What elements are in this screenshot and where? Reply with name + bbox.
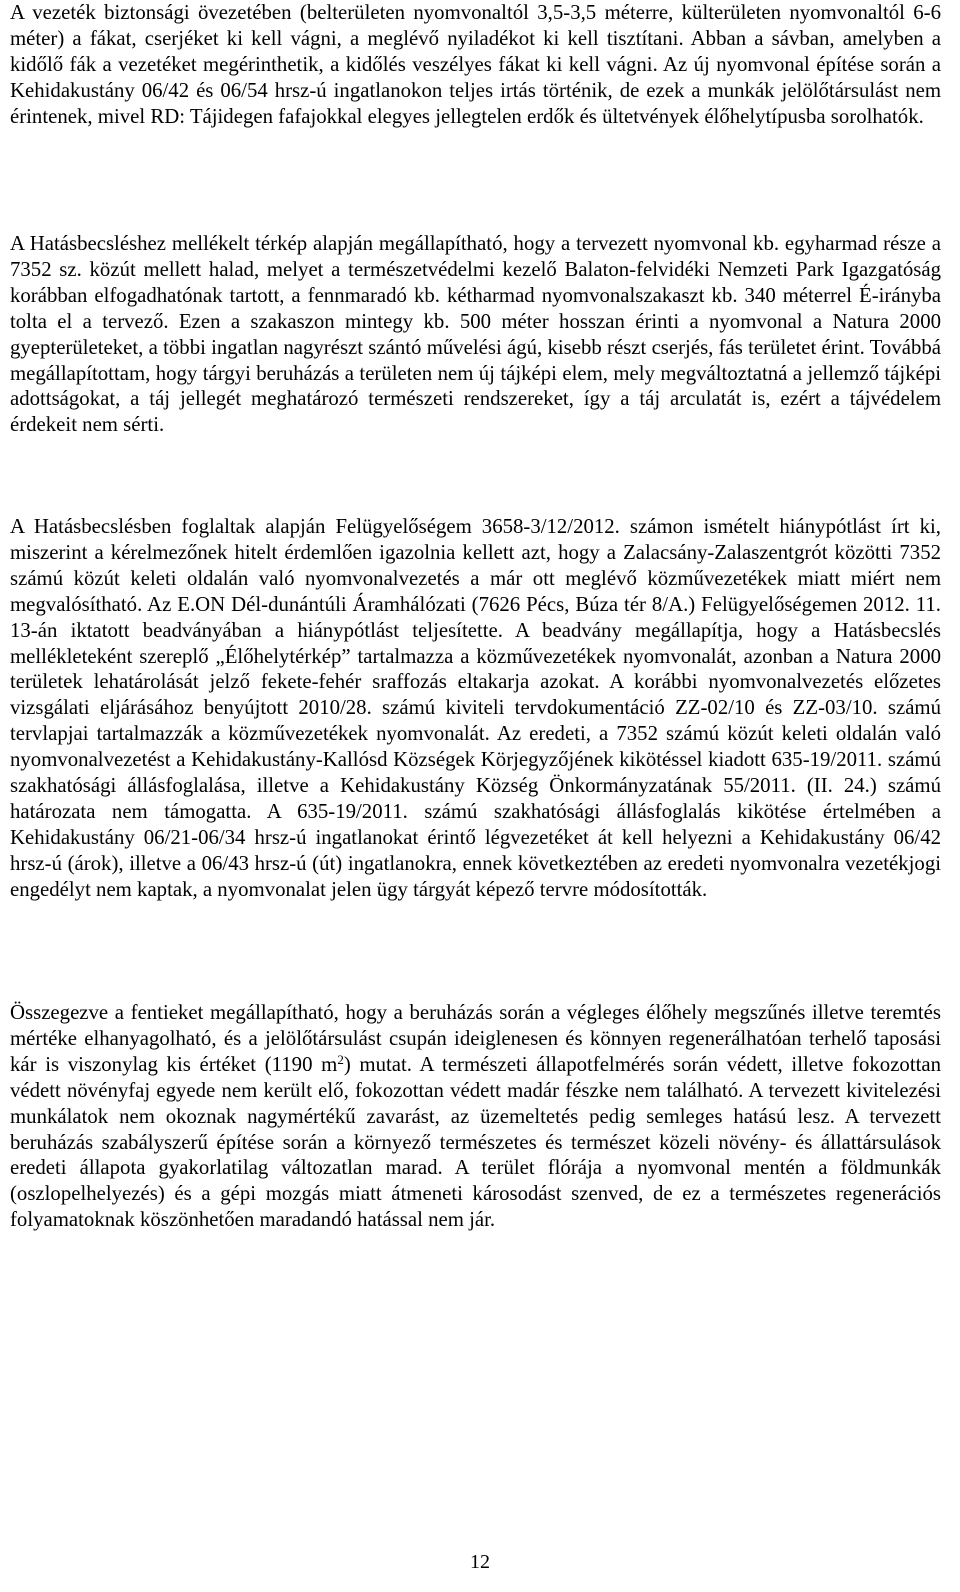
paragraph-tree-clearing: A vezeték biztonsági övezetében (belterületen nyomvonaltól 3,5-3,5 méterre, külterületen nyomvonaltól 6-6 méter) a fákat, cserjéket ki kell vágni, a meglévő nyiladékot ki kell tisztítani. Abban a sávban, amelyben a kidőlő fák a vezetéket megérinthetik, a kidőlés veszélyes fákat ki kell vágni. Az új nyomvonal építése során a Kehidakustány 06/42 és 06/54 hrsz-ú ingatlanokon teljes irtás történik, de ezek a munkák jelölőtársulást nem érintenek, mivel RD: Tájidegen fafajokkal elegyes jellegtelen erdők és ültetvények élőhelytípusba sorolhatók. [10,1,941,128]
paragraph-summary [10,1000,941,1233]
paragraph-route-assessment: A Hatásbecsléshez mellékelt térkép alapján megállapítható, hogy a tervezett nyomvonal kb. egyharmad része a 7352 sz. közút mellett halad, melyet a természetvédelmi kezelő Balaton-felvidéki Nemzeti Park Igazgatóság korábban elfogadhatónak tartott, a fennmaradó kb. kétharmad nyomvonalszakaszt kb. 340 méterrel É-irányba tolta el a tervező. Ezen a szakaszon mintegy kb. 500 méter hosszan érinti a nyomvonal a Natura 2000 gyepterületeket, a többi ingatlan nagyrészt szántó művelési ágú, kisebb részt cserjés, fás területet érint. Továbbá megállapítottam, hogy tárgyi beruházás a területen nem új tájképi elem, mely megváltoztatná a jellemző tájképi adottságokat, a táj jellegét meghatározó természeti rendszereket, így a táj arculatát is, ezért a tájvédelem érdekeit nem sérti. [10,232,941,437]
page-number: 12 [470,1551,490,1573]
square-meter-exponent: 2 [337,1051,344,1067]
summary-text-before: Összegezve a fentieket megállapítható, hogy a beruházás során a végleges élőhely megszűnés illetve teremtés mértéke elhanyagolható, és a jelölőtársulást csupán ideiglenesen és könnyen regenerálhatóan terhelő taposási kár is viszonylag kis értéket (1190 m [10,1001,941,1076]
paragraph-deficiency-notice: A Hatásbecslésben foglaltak alapján Felügyelőségem 3658-3/12/2012. számon ismételt hiánypótlást írt ki, miszerint a kérelmezőnek hitelt érdemlően igazolnia kellett azt, hogy a Zalacsány-Zalaszentgrót közötti 7352 számú közút keleti oldalán való nyomvonalvezetés a már ott meglévő közművezetékek miatt miért nem megvalósítható. Az E.ON Dél-dunántúli Áramhálózati (7626 Pécs, Búza tér 8/A.) Felügyelőségemen 2012. 11. 13-án iktatott beadványában a hiánypótlást teljesítette. A beadvány megállapítja, hogy a Hatásbecslés mellékleteként szereplő „Élőhelytérkép” tartalmazza a közművezetékek nyomvonalát, azonban a Natura 2000 területek lehatárolását jelző fekete-fehér sraffozás eltakarja azokat. A korábbi nyomvonalvezetés előzetes vizsgálati eljárásához benyújtott 2010/28. számú kiviteli tervdokumentáció ZZ-02/10 és ZZ-03/10. számú tervlapjai tartalmazzák a közművezetékek nyomvonalát. Az eredeti, a 7352 számú közút keleti oldalán való nyomvonalvezetést a Kehidakustány-Kallósd Községek Körjegyzőjének kikötéssel kiadott 635-19/2011. számú szakhatósági állásfoglalása, illetve a Kehidakustány Község Önkormányzatának 55/2011. (II. 24.) számú határozata nem támogatta. A 635-19/2011. számú szakhatósági állásfoglalás kikötése értelmében a Kehidakustány 06/21-06/34 hrsz-ú ingatlanokat érintő légvezetéket át kell helyezni a Kehidakustány 06/42 hrsz-ú (árok), illetve a 06/43 hrsz-ú (út) ingatlanokra, ennek következtében az eredeti nyomvonalra vezetékjogi engedélyt nem kaptak, a nyomvonalat jelen ügy tárgyát képező tervre módosították. [10,515,941,901]
summary-text-after: ) mutat. A természeti állapotfelmérés során védett, illetve fokozottan védett növényfaj egyede nem került elő, fokozottan védett madár fészke nem található. A tervezett kivitelezési munkálatok nem okoznak nagymértékű zavarást, az üzemeltetés pedig semleges hatású lesz. A tervezett beruházás szabályszerű építése során a környező természetes és természet közeli növény- és állattársulások eredeti állapota gyakorlatilag változatlan marad. A terület flórája a nyomvonal mentén a földmunkák (oszlopelhelyezés) és a gépi mozgás miatt átmeneti károsodást szenved, de ez a természetes regenerációs folyamatoknak köszönhetően maradandó hatással nem jár. [10,1052,942,1232]
